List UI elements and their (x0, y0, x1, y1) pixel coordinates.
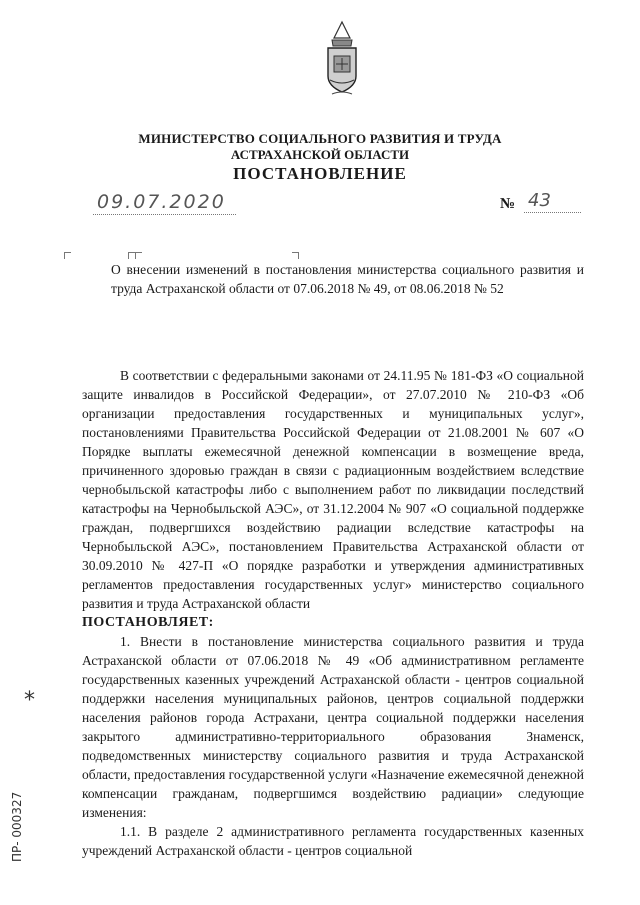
item-1-1-paragraph: 1.1. В разделе 2 административного регламента государственных казенных учреждений Астраханской области - центров социальной (82, 824, 584, 858)
item-1-paragraph: 1. Внести в постановление министерства социального развития и труда Астраханской области от 07.06.2018 № 49 «Об административном регламенте государственных казенных учреждений Астраханской области - центров социальной поддержки населения муниципальных районов, центров социальной поддержки населения районов города Астрахани, центра социальной поддержки населения закрытого административно-территориального образования Знаменск, подведомственных министерству социального развития и труда Астраханской области, предоставления государственной услуги «Назначение ежемесячной денежной компенсации гражданам, подвергшимся воздействию радиации» следующие изменения: (82, 634, 584, 820)
document-number: 43 (524, 190, 581, 213)
preamble-paragraph: В соответствии с федеральными законами от 24.11.95 № 181-ФЗ «О социальной защите инвалидов в Российской Федерации», от 27.07.2010 № 210-ФЗ «Об организации предоставления государственных и муниципальных услуг», постановлениями Правительства Российской Федерации от 21.08.2001 № 607 «О Порядке выплаты ежемесячной денежной компенсации в возмещение вреда, причиненного здоровью граждан в связи с радиационным воздействием вследствие чернобыльской катастрофы либо с выполнением работ по ликвидации последствий катастрофы на Чернобыльской АЭС», от 31.12.2004 № 907 «О социальной поддержке граждан, подвергшихся воздействию радиации вследствие катастрофы на Чернобыльской АЭС», постановлением Правительства Астраханской области от 30.09.2010 № 427-П «О порядке разработки и утверждения административных регламентов предоставления государственных услуг» министерство социального развития и труда Астраханской области (82, 368, 584, 611)
margin-star-mark: * (24, 688, 35, 713)
corner-mark (64, 252, 71, 259)
resolve-heading: ПОСТАНОВЛЯЕТ: (82, 615, 214, 630)
document-date: 09.07.2020 (93, 191, 236, 215)
coat-of-arms-icon (320, 20, 364, 98)
document-subject: О внесении изменений в постановления министерства социального развития и труда Астраханской области от 07.06.2018 № 49, от 08.06.2018 № 52 (111, 262, 584, 296)
region-name: АСТРАХАНСКОЙ ОБЛАСТИ (230, 147, 410, 162)
corner-mark (135, 252, 142, 259)
margin-registration-code: ПР- 000327 (10, 791, 24, 862)
number-label: № (500, 196, 516, 212)
ministry-name: МИНИСТЕРСТВО СОЦИАЛЬНОГО РАЗВИТИЯ И ТРУДА (138, 131, 502, 146)
document-body (82, 366, 584, 860)
corner-mark (128, 252, 135, 259)
corner-mark (292, 252, 299, 259)
document-type: ПОСТАНОВЛЕНИЕ (233, 164, 407, 183)
